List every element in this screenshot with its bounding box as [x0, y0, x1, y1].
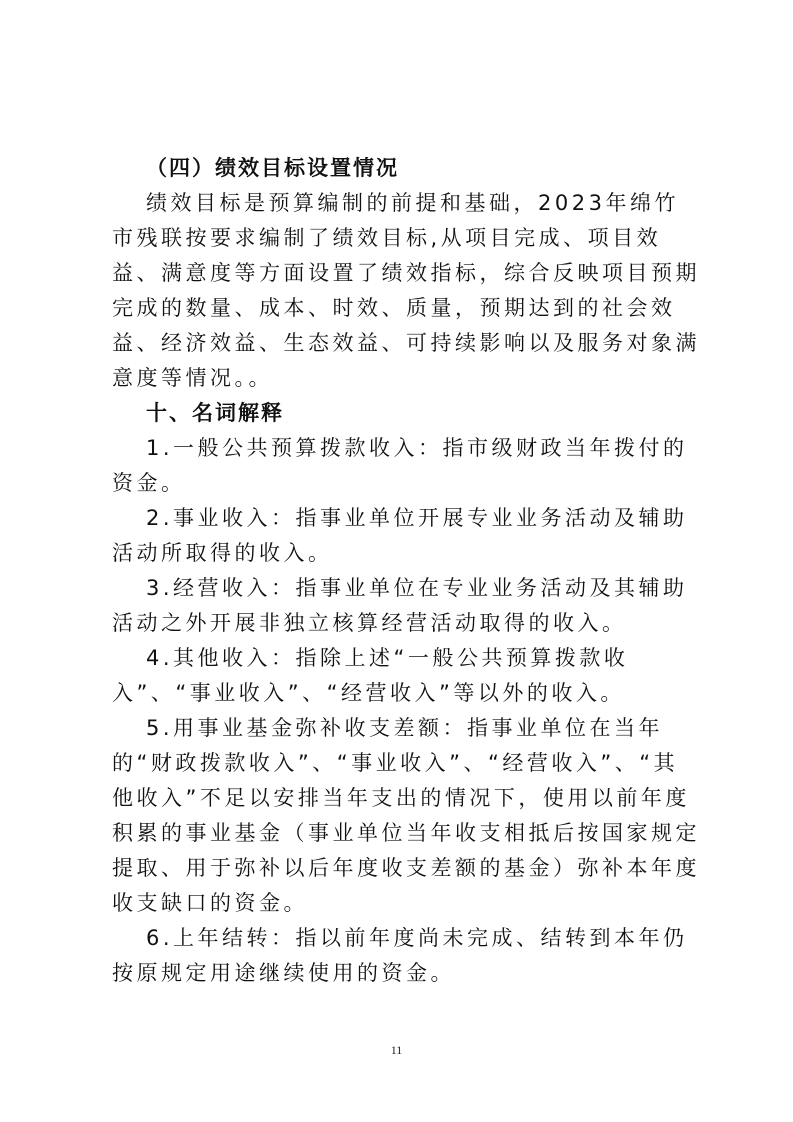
performance-paragraph: 绩效目标是预算编制的前提和基础，2023年绵竹市残联按要求编制了绩效目标,从项目完成、项目效益、满意度等方面设置了绩效指标，综合反映项目预期完成的数量、成本、时效、质量，预期达到的社会效益、经济效益、生态效益、可持续影响以及服务对象满意度等情况。。: [112, 191, 700, 390]
glossary-item-operating-income: 3.经营收入：指事业单位在专业业务活动及其辅助活动之外开展非独立核算经营活动取得的收入。: [112, 576, 688, 635]
glossary-item-prior-year-carryover: 6.上年结转：指以前年度尚未完成、结转到本年仍按原规定用途继续使用的资金。: [112, 926, 688, 985]
section-heading-performance-goals: （四）绩效目标设置情况: [146, 156, 399, 180]
glossary-item-general-budget-income: 1.一般公共预算拨款收入：指市级财政当年拨付的资金。: [112, 436, 688, 495]
glossary-item-other-income: 4.其他收入：指除上述“一般公共预算拨款收入”、“事业收入”、“经营收入”等以外的收入。: [112, 646, 629, 705]
glossary-item-business-income: 2.事业收入：指事业单位开展专业业务活动及辅助活动所取得的收入。: [112, 506, 688, 565]
glossary-heading: 十、名词解释: [146, 401, 284, 425]
document-body: [112, 151, 702, 991]
page-number: 11: [390, 1043, 403, 1057]
glossary-item-business-fund: 5.用事业基金弥补收支差额：指事业单位在当年的“财政拨款收入”、“事业收入”、“经营收入”、“其他收入”不足以安排当年支出的情况下，使用以前年度积累的事业基金（事业单位当年收支相抵后按国家规定提取、用于弥补以后年度收支差额的基金）弥补本年度收支缺口的资金。: [112, 716, 700, 915]
